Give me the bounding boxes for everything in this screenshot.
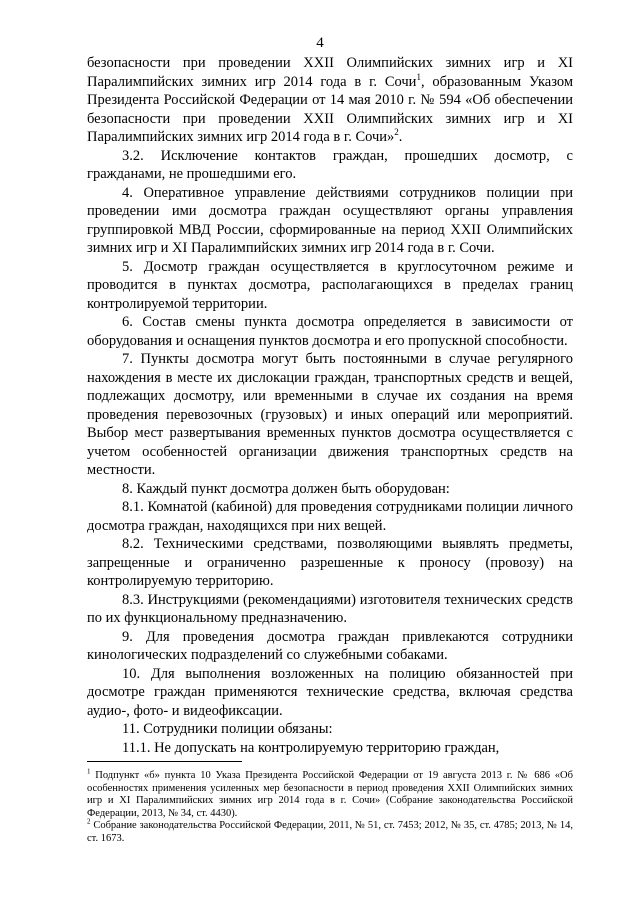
footnotes (87, 767, 573, 845)
paragraph-10: 10. Для выполнения возложенных на полицию обязанностей при досмотре граждан применяются технические средства, включая средства аудио-, фото- и видеофиксации. (87, 665, 573, 719)
paragraph-text: , образованным Указом Президента Российской Федерации от 14 мая 2010 г. № 594 «Об обеспечении безопасности при проведении XXII Олимпийских зимних игр и XI Паралимпийских зимних игр 2014 года в г. Сочи» (87, 73, 573, 145)
paragraph-8-2: 8.2. Техническими средствами, позволяющими выявлять предметы, запрещенные и ограниченно разрешенные к проносу (провозу) на контролируемую территорию. (87, 536, 573, 589)
footnote-ref-1[interactable]: 1 (416, 71, 421, 82)
paragraph-5: 5. Досмотр граждан осуществляется в круглосуточном режиме и проводится в пунктах досмотра, располагающихся в пределах границ контролируемой территории. (87, 258, 573, 312)
footnote-1 (87, 767, 573, 820)
footnote-marker: 2 (87, 817, 91, 826)
document-body (87, 54, 573, 757)
paragraph-text: безопасности при проведении XXII Олимпийских зимних игр и XI Паралимпийских зимних игр 2014 года в г. Сочи (87, 55, 573, 90)
page-number: 4 (316, 35, 324, 51)
paragraph-9: 9. Для проведения досмотра граждан привлекаются сотрудники кинологических подразделений со служебными собаками. (87, 628, 573, 663)
paragraph-11-1: 11.1. Не допускать на контролируемую территорию граждан, (122, 739, 500, 756)
paragraph-8: 8. Каждый пункт досмотра должен быть оборудован: (122, 480, 450, 497)
footnote-marker: 1 (87, 767, 91, 776)
paragraph-11: 11. Сотрудники полиции обязаны: (122, 721, 333, 737)
paragraph-4: 4. Оперативное управление действиями сотрудников полиции при проведении ими досмотра граждан осуществляют органы управления группировкой МВД России, сформированные на период XXII Олимпийских зимних игр и XI Паралимпийских зимних игр 2014 года в г. Сочи. (87, 184, 573, 256)
footnote-ref-2[interactable]: 2 (394, 127, 399, 138)
footnote-2 (87, 817, 573, 845)
paragraph-6: 6. Состав смены пункта досмотра определяется в зависимости от оборудования и оснащения пунктов досмотра и его пропускной способности. (87, 314, 573, 349)
paragraph-8-3: 8.3. Инструкциями (рекомендациями) изготовителя технических средств по их функциональному предназначению. (87, 591, 573, 626)
paragraph-text: . (398, 129, 403, 145)
paragraph-7: 7. Пункты досмотра могут быть постоянными в случае регулярного нахождения в месте их дислокации граждан, транспортных средств и вещей, подлежащих досмотру, или временными в случае их создания на время проведения перевозочных (грузовых) и иных операций или мероприятий. Выбор мест развертывания временных пунктов досмотра осуществляется с учетом особенностей организации движения транспортных средств на местности. (87, 351, 573, 478)
paragraph-continuation (87, 54, 573, 147)
footnote-text: Подпункт «б» пункта 10 Указа Президента Российской Федерации от 19 августа 2013 г. № 686 «Об особенностях применения усиленных мер безопасности в период проведения XXII Олимпийских зимних игр и XI Паралимпийских зимних игр 2014 года в г. Сочи» (Собрание законодательства Российской Федерации, 2013, № 34, ст. 4430). (87, 770, 573, 819)
paragraph-3-2: 3.2. Исключение контактов граждан, прошедших досмотр, с гражданами, не прошедшими его. (87, 147, 573, 182)
footnote-divider (87, 761, 242, 762)
paragraph-8-1: 8.1. Комнатой (кабиной) для проведения сотрудниками полиции личного досмотра граждан, находящихся при них вещей. (87, 499, 573, 534)
footnote-text: Собрание законодательства Российской Федерации, 2011, № 51, ст. 7453; 2012, № 35, ст. 4785; 2013, № 14, ст. 1673. (87, 820, 573, 844)
